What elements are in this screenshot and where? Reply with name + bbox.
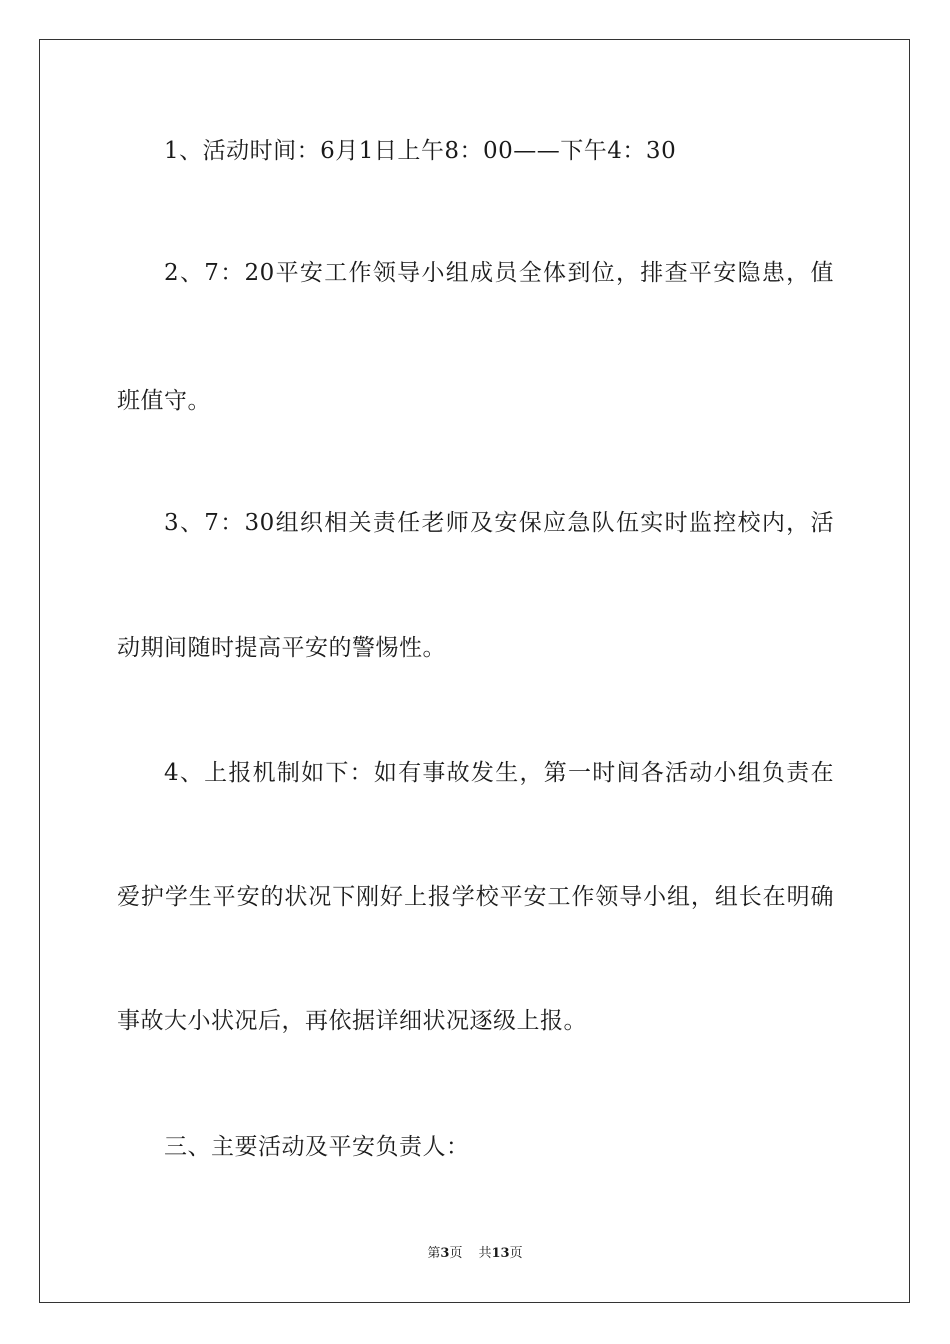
page-prefix: 第: [427, 1246, 441, 1261]
paragraph-report-line2: 爱护学生平安的状况下刚好上报学校平安工作领导小组，组长在明确: [117, 884, 834, 910]
page-border: [39, 39, 910, 1303]
page-suffix: 页: [449, 1246, 463, 1261]
paragraph-report-line3: 事故大小状况后，再依据详细状况逐级上报。: [117, 1008, 587, 1034]
paragraph-activity-time: 1、活动时间：6月1日上午8：00——下午4：30: [164, 138, 677, 164]
paragraph-report-line1: 4、上报机制如下：如有事故发生，第一时间各活动小组负责在: [164, 760, 834, 786]
section-heading: 三、主要活动及平安负责人：: [164, 1134, 470, 1160]
page-number: 3: [440, 1246, 450, 1261]
paragraph-730-line2: 动期间随时提高平安的警惕性。: [117, 635, 446, 661]
total-pages: 13: [491, 1246, 510, 1261]
paragraph-720-line2: 班值守。: [117, 388, 211, 414]
page-footer: [0, 1245, 950, 1263]
paragraph-720-line1: 2、7：20平安工作领导小组成员全体到位，排查平安隐患，值: [164, 260, 834, 286]
total-suffix: 页: [509, 1246, 523, 1261]
total-prefix: 共: [478, 1246, 492, 1261]
paragraph-730-line1: 3、7：30组织相关责任老师及安保应急队伍实时监控校内，活: [164, 510, 834, 536]
